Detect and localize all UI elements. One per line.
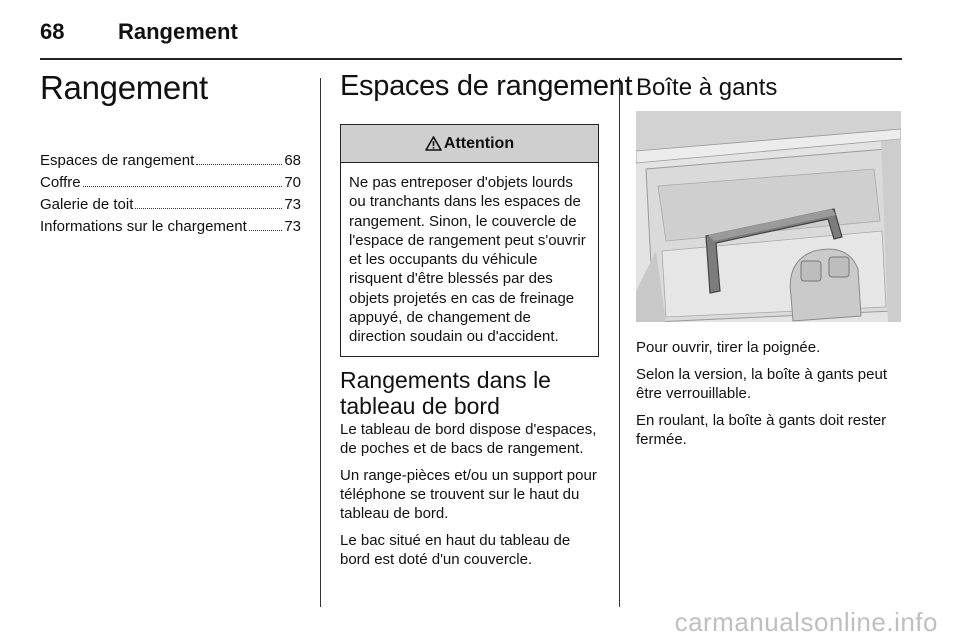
warning-triangle-icon [425, 136, 442, 151]
warning-heading: Attention [443, 134, 515, 152]
column-divider-1 [320, 78, 321, 607]
subsection-title: Rangements dans le tableau de bord [340, 367, 551, 419]
toc-leader-dots [83, 186, 283, 187]
paragraph: Le bac situé en haut du tableau de bord est doté d'un couvercle. [340, 532, 571, 568]
toc-entry-label: Espaces de rangement [40, 152, 195, 169]
toc-entry-label: Coffre [40, 174, 81, 191]
table-of-contents [40, 150, 301, 238]
toc-entry-page: 70 [284, 174, 301, 191]
column-divider-2 [619, 78, 620, 607]
running-title: Rangement [118, 19, 238, 44]
glovebox-illustration [636, 111, 901, 322]
glovebox-body [636, 338, 904, 457]
page-header [40, 19, 902, 45]
toc-leader-dots [249, 230, 283, 231]
chapter-title: Rangement [40, 69, 208, 106]
toc-entry-coffre[interactable] [40, 172, 301, 194]
subsection-body [340, 420, 602, 577]
paragraph: Le tableau de bord dispose d'espaces, de poches et de bacs de rangement. [340, 421, 597, 457]
toc-entry-page: 68 [284, 152, 301, 169]
section-title: Espaces de rangement [340, 70, 633, 102]
toc-entry-page: 73 [284, 196, 301, 213]
toc-leader-dots [196, 164, 282, 165]
page-number: 68 [40, 19, 65, 44]
watermark: carmanualsonline.info [674, 607, 938, 637]
toc-entry-label: Galerie de toit [40, 196, 134, 213]
toc-entry-galerie[interactable] [40, 194, 301, 216]
paragraph: En roulant, la boîte à gants doit rester fermée. [636, 412, 887, 448]
header-rule [40, 58, 902, 60]
paragraph: Selon la version, la boîte à gants peut être verrouillable. [636, 366, 888, 402]
toc-entry-page: 73 [284, 218, 301, 235]
toc-entry-label: Informations sur le chargement [40, 218, 247, 235]
warning-text: Ne pas entreposer d'objets lourds ou tranchants dans les espaces de rangement. Sinon, le couvercle de l'espace de rangement peut s'ouvrir et les occupants du véhicule risquent d'être blessés par des objets projetés en cas de freinage appuyé, de changement de direction soudain ou d'accident. [349, 174, 586, 346]
paragraph: Pour ouvrir, tirer la poignée. [636, 339, 821, 356]
paragraph: Un range-pièces et/ou un support pour téléphone se trouvent sur le haut du tableau de bord. [340, 467, 597, 522]
toc-entry-informations[interactable] [40, 216, 301, 238]
warning-box [340, 124, 599, 357]
toc-entry-espaces[interactable] [40, 150, 301, 172]
warning-header [341, 125, 598, 163]
glovebox-title: Boîte à gants [636, 74, 778, 101]
toc-leader-dots [135, 208, 282, 209]
